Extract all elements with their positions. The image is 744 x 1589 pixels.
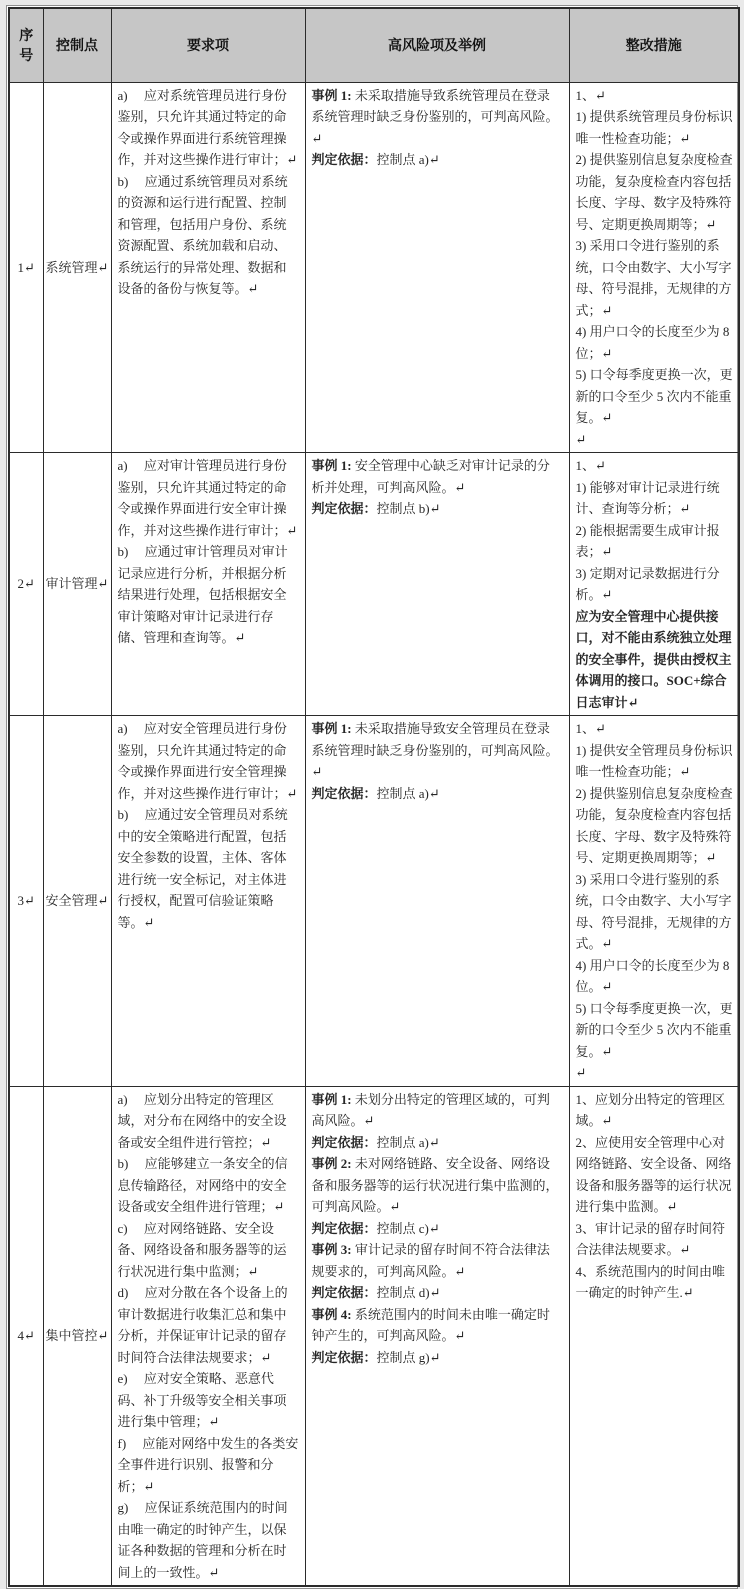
col-header-remediation-label: 整改措施 [625, 39, 682, 55]
bold-label: 判定依据： [311, 1220, 377, 1236]
text-run: b) 应能够建立一条安全的信息传输路径，对网络中的安全设备或安全组件进行管理；↵ [117, 1156, 288, 1214]
text-run: 1) 提供系统管理员身份标识唯一性检查功能；↵ [575, 109, 733, 146]
risk-paragraph [312, 1132, 563, 1154]
row-number-cell [9, 82, 43, 453]
risk-paragraph [312, 1089, 563, 1132]
text-run: 控制点 d)↵ [376, 1285, 441, 1300]
col-header-control-point [43, 8, 111, 82]
remediation-paragraph [576, 235, 735, 321]
requirement-paragraph [118, 455, 299, 541]
text-run: 控制点 a)↵ [376, 1134, 440, 1150]
text-run: 控制点 g)↵ [376, 1349, 441, 1365]
compliance-table [8, 7, 740, 1587]
row-number-cell [9, 1086, 43, 1586]
text-run: 控制点 b)↵ [376, 501, 441, 516]
requirement-paragraph [118, 171, 299, 300]
text-run: 4) 用户口令的长度至少为 8 位。↵ [575, 957, 730, 994]
requirement-paragraph [118, 541, 299, 649]
remediation-paragraph [576, 606, 735, 714]
requirements-cell [111, 1086, 305, 1586]
risk-paragraph [312, 1218, 563, 1240]
table-row [9, 1086, 739, 1586]
text-run: b) 应通过审计管理员对审计记录应进行分析，并根据分析结果进行处理，包括根据安全审计策略对审计记录进行存储、管理和查询等。↵ [117, 544, 288, 645]
remediation-paragraph [576, 321, 735, 364]
table-body [9, 82, 739, 1586]
text-run: 1、↵ [575, 87, 606, 103]
row-number-cell [9, 716, 43, 1087]
col-header-index-label: 序号 [19, 29, 34, 65]
bold-text-run: 应为安全管理中心提供接口，对不能由系统独立处理的安全事件，提供由授权主体调用的接口。SOC+综合日志审计↵ [575, 608, 732, 710]
requirements-cell [111, 453, 305, 716]
text-run: c) 应对网络链路、安全设备、网络设备和服务器等的运行状况进行集中监测；↵ [117, 1220, 287, 1279]
remediation-cell [569, 716, 739, 1087]
bold-label: 事例 1: [311, 721, 352, 736]
requirement-paragraph [118, 718, 299, 804]
risk-paragraph [312, 85, 563, 150]
bold-label: 事例 1: [311, 1091, 352, 1107]
risk-paragraph [312, 1239, 563, 1282]
row-number: 1↵ [17, 259, 35, 275]
requirement-paragraph [118, 1497, 299, 1583]
remediation-paragraph [576, 718, 735, 740]
control-point-cell [43, 82, 111, 453]
remediation-paragraph [576, 85, 735, 107]
remediation-paragraph [576, 955, 735, 998]
risk-paragraph [312, 1153, 563, 1218]
text-run: 控制点 c)↵ [376, 1220, 440, 1236]
requirement-paragraph [118, 1218, 299, 1283]
bold-label: 判定依据： [311, 1134, 377, 1150]
table-row [9, 453, 739, 716]
row-number: 3↵ [17, 893, 35, 908]
requirement-paragraph [118, 1433, 299, 1498]
row-number: 4↵ [17, 1328, 35, 1343]
control-point-label: 审计管理↵ [45, 576, 109, 592]
risk-paragraph [312, 1282, 563, 1304]
bold-label: 事例 1: [311, 458, 352, 473]
remediation-paragraph [576, 998, 735, 1063]
text-run: 3) 采用口令进行鉴别的系统，口令由数字、大小写字母、符号混排，无规律的方式。↵ [575, 871, 732, 951]
text-run: 3) 定期对记录数据进行分析。↵ [575, 565, 720, 602]
text-run: 1) 能够对审计记录进行统计、查询等分析；↵ [575, 479, 720, 516]
text-run: ↵ [575, 1065, 587, 1080]
bold-label: 判定依据： [311, 501, 377, 516]
text-run: 2) 提供鉴别信息复杂度检查功能，复杂度检查内容包括长度、字母、数字及特殊符号、定期更换周期等；↵ [575, 785, 733, 865]
text-run: ↵ [575, 431, 587, 447]
text-run: 1、↵ [575, 721, 606, 736]
bold-label: 事例 4: [311, 1306, 352, 1322]
risk-paragraph [312, 783, 563, 805]
col-header-requirements [111, 8, 305, 82]
remediation-paragraph [576, 106, 735, 149]
bold-label: 事例 2: [311, 1156, 352, 1171]
text-run: 未采取措施导致系统管理员在登录系统管理时缺乏身份鉴别的，可判高风险。↵ [311, 87, 559, 146]
text-run: 审计记录的留存时间不符合法律法规要求的，可判高风险。↵ [311, 1242, 550, 1279]
control-point-label: 集中管控↵ [45, 1328, 109, 1343]
text-run: 2) 能根据需要生成审计报表；↵ [575, 522, 720, 559]
remediation-paragraph [576, 520, 735, 563]
remediation-paragraph [576, 1089, 735, 1132]
row-number-cell [9, 453, 43, 716]
text-run: 未对网络链路、安全设备、网络设备和服务器等的运行状况进行集中监测的，可判高风险。↵ [311, 1156, 559, 1214]
text-run: a) 应对系统管理员进行身份鉴别，只允许其通过特定的命令或操作界面进行系统管理操作，并对这些操作进行审计；↵ [117, 87, 298, 167]
remediation-paragraph [576, 1062, 735, 1084]
remediation-paragraph [576, 1261, 735, 1304]
text-run: 未采取措施导致安全管理员在登录系统管理时缺乏身份鉴别的，可判高风险。↵ [311, 721, 559, 779]
risk-paragraph [312, 1304, 563, 1347]
remediation-paragraph [576, 1218, 735, 1261]
text-run: a) 应划分出特定的管理区域，对分布在网络中的安全设备或安全组件进行管控；↵ [117, 1091, 287, 1150]
remediation-paragraph [576, 477, 735, 520]
col-header-high-risk-label: 高风险项及举例 [388, 39, 486, 55]
remediation-cell [569, 453, 739, 716]
text-run: 4) 用户口令的长度至少为 8 位；↵ [575, 324, 730, 361]
risk-paragraph [312, 1347, 563, 1369]
text-run: 控制点 a)↵ [376, 152, 440, 167]
col-header-requirements-label: 要求项 [187, 39, 229, 55]
control-point-label: 系统管理↵ [45, 259, 109, 275]
col-header-remediation [569, 8, 739, 82]
text-run: 未划分出特定的管理区域的，可判高风险。↵ [311, 1091, 550, 1128]
text-run: b) 应通过安全管理员对系统中的安全策略进行配置，包括安全参数的设置，主体、客体进行统一安全标记，对主体进行授权，配置可信验证策略等。↵ [117, 807, 288, 930]
col-header-index [9, 8, 43, 82]
table-row [9, 82, 739, 453]
remediation-paragraph [576, 563, 735, 606]
row-number: 2↵ [17, 576, 35, 592]
text-run: g) 应保证系统范围内的时间由唯一确定的时钟产生，以保证各种数据的管理和分析在时间上的一致性。↵ [117, 1500, 288, 1580]
requirements-cell [111, 716, 305, 1087]
text-run: e) 应对安全策略、恶意代码、补丁升级等安全相关事项进行集中管理；↵ [117, 1371, 287, 1429]
risk-paragraph [312, 498, 563, 520]
high-risk-cell [305, 716, 569, 1087]
text-run: 1、↵ [575, 458, 606, 473]
text-run: d) 应对分散在各个设备上的审计数据进行收集汇总和集中分析，并保证审计记录的留存时间符合法律法规要求；↵ [117, 1285, 288, 1365]
bold-label: 判定依据： [311, 785, 377, 801]
text-run: 3、审计记录的留存时间符合法律法规要求。↵ [575, 1220, 726, 1257]
text-run: f) 应能对网络中发生的各类安全事件进行识别、报警和分析；↵ [117, 1435, 299, 1494]
requirement-paragraph [118, 804, 299, 933]
control-point-cell [43, 453, 111, 716]
document-page [6, 5, 738, 1589]
text-run: 1) 提供安全管理员身份标识唯一性检查功能；↵ [575, 742, 733, 779]
table-row [9, 716, 739, 1087]
text-run: b) 应通过系统管理员对系统的资源和运行进行配置、控制和管理，包括用户身份、系统资源配置、系统加载和启动、系统运行的异常处理、数据和设备的备份与恢复等。↵ [117, 173, 288, 296]
control-point-cell [43, 1086, 111, 1586]
requirement-paragraph [118, 1089, 299, 1154]
col-header-high-risk [305, 8, 569, 82]
text-run: 5) 口令每季度更换一次，更新的口令至少 5 次内不能重复。↵ [575, 367, 733, 425]
requirement-paragraph [118, 85, 299, 171]
text-run: 系统范围内的时间未由唯一确定时钟产生的，可判高风险。↵ [311, 1306, 550, 1343]
control-point-label: 安全管理↵ [45, 893, 109, 908]
high-risk-cell [305, 82, 569, 453]
remediation-paragraph [576, 364, 735, 429]
remediation-paragraph [576, 429, 735, 451]
bold-label: 判定依据： [311, 1285, 377, 1300]
requirement-paragraph [118, 1153, 299, 1218]
text-run: 1、应划分出特定的管理区域。↵ [575, 1091, 726, 1128]
text-run: a) 应对审计管理员进行身份鉴别，只允许其通过特定的命令或操作界面进行安全审计操作，并对这些操作进行审计；↵ [117, 458, 298, 538]
col-header-control-point-label: 控制点 [56, 39, 98, 55]
bold-label: 判定依据： [311, 152, 377, 167]
text-run: 5) 口令每季度更换一次，更新的口令至少 5 次内不能重复。↵ [575, 1000, 733, 1059]
text-run: 2) 提供鉴别信息复杂度检查功能，复杂度检查内容包括长度、字母、数字及特殊符号、定期更换周期等；↵ [575, 152, 733, 232]
text-run: 4、系统范围内的时间由唯一确定的时钟产生.↵ [575, 1263, 726, 1300]
risk-paragraph [312, 718, 563, 783]
text-run: 2、应使用安全管理中心对网络链路、安全设备、网络设备和服务器等的运行状况进行集中监测。↵ [575, 1134, 732, 1214]
remediation-cell [569, 82, 739, 453]
bold-label: 判定依据： [311, 1349, 377, 1365]
high-risk-cell [305, 453, 569, 716]
control-point-cell [43, 716, 111, 1087]
remediation-paragraph [576, 1132, 735, 1218]
remediation-paragraph [576, 740, 735, 783]
risk-paragraph [312, 455, 563, 498]
text-run: 3) 采用口令进行鉴别的系统，口令由数字、大小写字母、符号混排，无规律的方式；↵ [575, 238, 732, 318]
text-run: 控制点 a)↵ [376, 785, 440, 801]
requirements-cell [111, 82, 305, 453]
requirement-paragraph [118, 1368, 299, 1433]
bold-label: 事例 3: [311, 1242, 352, 1257]
bold-label: 事例 1: [311, 87, 352, 103]
risk-paragraph [312, 149, 563, 171]
remediation-paragraph [576, 783, 735, 869]
remediation-cell [569, 1086, 739, 1586]
remediation-paragraph [576, 455, 735, 477]
requirement-paragraph [118, 1282, 299, 1368]
text-run: 安全管理中心缺乏对审计记录的分析并处理，可判高风险。↵ [311, 458, 550, 495]
high-risk-cell [305, 1086, 569, 1586]
text-run: a) 应对安全管理员进行身份鉴别，只允许其通过特定的命令或操作界面进行安全管理操作，并对这些操作进行审计；↵ [117, 721, 298, 801]
header-row [9, 8, 739, 82]
remediation-paragraph [576, 149, 735, 235]
remediation-paragraph [576, 869, 735, 955]
